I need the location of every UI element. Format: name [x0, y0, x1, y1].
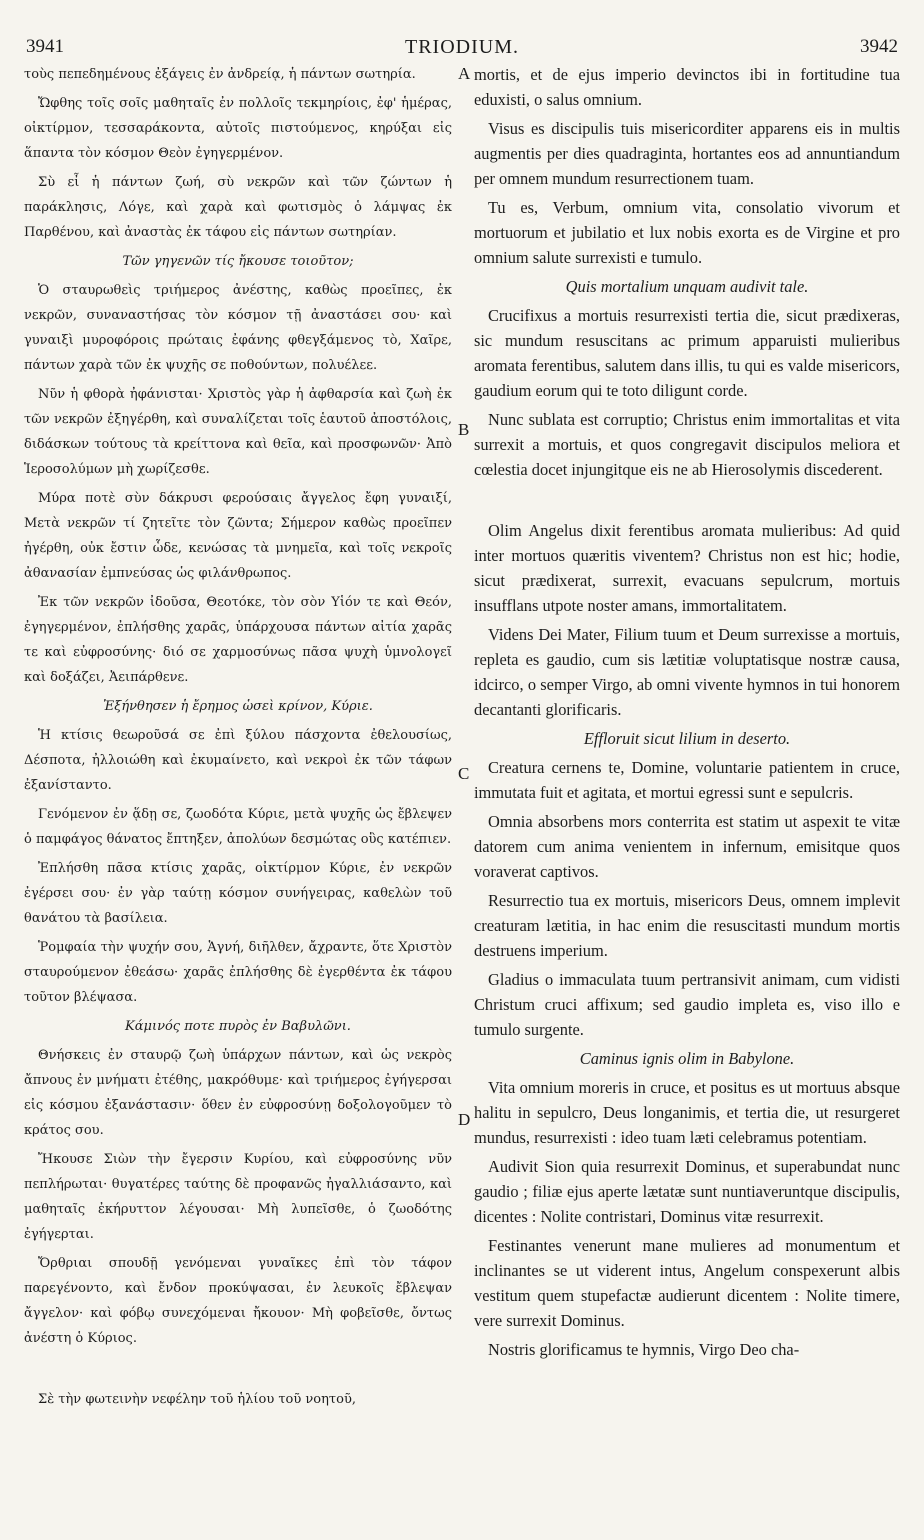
greek-paragraph: Ἤκουσε Σιὼν τὴν ἔγερσιν Κυρίου, καὶ εὐφροσύνης νῦν πεπλήρωται· θυγατέρες ταύτης δὲ προφανῶς ἠγαλλιάσαντο, καὶ μαθηταῖς ἐκήρυττον λέγουσαι· Μὴ λυπεῖσθε, ὁ ζωοδότης ἐγήγερται. — [24, 1152, 452, 1242]
margin-marker-b: B — [458, 420, 470, 439]
greek-paragraph: Σὲ τὴν φωτεινὴν νεφέλην τοῦ ἡλίου τοῦ νοητοῦ, — [38, 1392, 356, 1407]
greek-heading: Κάμινός ποτε πυρὸς ἐν Βαβυλῶνι. — [125, 1019, 351, 1034]
latin-paragraph: Vita omnium moreris in cruce, et positus es ut mortuus absque halitu in sepulcro, Deus longanimis, et tertia die, ut resurgeret mundus, resurrexisti : ideo tuam læti celebramus potentiam. — [474, 1078, 900, 1147]
margin-marker-c: C — [458, 764, 470, 783]
latin-paragraph: Nunc sublata est corruptio; Christus enim immortalitas et vita surrexit a mortuis, et quos congregavit discipulos meliora et cœlestia docet injungitque eis ne ab Hierosolymis discederent. — [474, 410, 900, 479]
greek-column — [24, 62, 452, 1520]
greek-paragraph: Ὁ σταυρωθεὶς τριήμερος ἀνέστης, καθὼς προεῖπες, ἐκ νεκρῶν, συναναστήσας τὸν κόσμον τῇ ἀναστάσει σου· καὶ γυναιξὶ μυροφόροις πρώταις ἐφάνης φθεγξάμενος τὸ, Χαῖρε, πάντων χαρὰ τῶν ἐκ ψυχῆς σε ποθούντων, πολυέλεε. — [24, 283, 452, 373]
greek-paragraph: Γενόμενον ἐν ᾅδῃ σε, ζωοδότα Κύριε, μετὰ ψυχῆς ὡς ἔβλεψεν ὁ παμφάγος θάνατος ἔπτηξεν, ἀπολύων δεσμώτας οὓς κατέπιεν. — [24, 807, 452, 847]
latin-paragraph: Crucifixus a mortuis resurrexisti tertia die, sicut prædixeras, sic mundum resuscitans ac primum apparuisti mulieribus aromata ferentibus, salutem dans illis, tu qui es valde misericors, gaudium eorum qui te toto diligunt corde. — [474, 306, 900, 400]
latin-paragraph: Tu es, Verbum, omnium vita, consolatio vivorum et mortuorum et jubilatio et lux nobis exorta es de Virgine et pro omnium salute surrexisti e tumulo. — [474, 198, 900, 267]
page-header — [26, 34, 898, 64]
greek-paragraph: Ὄρθριαι σπουδῇ γενόμεναι γυναῖκες ἐπὶ τὸν τάφον παρεγένοντο, καὶ ἔνδον προκύψασαι, ἐν λευκοῖς ἔβλεψαν ἄγγελον· καὶ φόβῳ συνεχόμεναι ἤκουον· Μὴ φοβεῖσθε, ὄντως ἀνέστη ὁ Κύριος. — [24, 1256, 452, 1346]
latin-paragraph: Creatura cernens te, Domine, voluntarie patientem in cruce, immutata fuit et agitata, et mortui egressi sunt e sepulcris. — [474, 758, 900, 802]
greek-paragraph: Νῦν ἡ φθορὰ ἠφάνισται· Χριστὸς γὰρ ἡ ἀφθαρσία καὶ ζωὴ ἐκ τῶν νεκρῶν ἐξηγέρθη, καὶ συναλίζεται τοῖς ἑαυτοῦ ἀποστόλοις, διδάσκων τούτους τὰ κρείττονα καὶ θεῖα, καὶ προσφωνῶν· Ἀπὸ Ἱεροσολύμων μὴ χωρίζεσθε. — [24, 387, 452, 477]
greek-paragraph: Σὺ εἶ ἡ πάντων ζωή, σὺ νεκρῶν καὶ τῶν ζώντων ἡ παράκλησις, Λόγε, καὶ χαρὰ καὶ φωτισμὸς ὁ λάμψας ἐκ Παρθένου, καὶ ἀναστὰς ἐκ τάφου εἰς πάντων σωτηρίαν. — [24, 175, 452, 240]
page-number-right: 3942 — [860, 36, 898, 57]
latin-heading: Caminus ignis olim in Babylone. — [579, 1049, 795, 1068]
margin-marker-a: A — [458, 64, 471, 83]
margin-marker-d: D — [458, 1110, 471, 1129]
greek-heading: Ἐξήνθησεν ἡ ἔρημος ὡσεὶ κρίνον, Κύριε. — [103, 699, 373, 714]
greek-paragraph: τοὺς πεπεδημένους ἐξάγεις ἐν ἀνδρείᾳ, ἡ πάντων σωτηρία. — [24, 67, 416, 82]
greek-paragraph: Ῥομφαία τὴν ψυχήν σου, Ἁγνή, διῆλθεν, ἄχραντε, ὅτε Χριστὸν σταυρούμενον ἐθεάσω· χαρᾶς ἐπλήσθης δὲ ἐγερθέντα ἐκ τάφου τοῦτον βλέψασα. — [24, 940, 452, 1005]
latin-paragraph: Festinantes venerunt mane mulieres ad monumentum et inclinantes se ut viderent intus, Angelum conspexerunt albis vestitum quem stupefactæ audierunt dicentem : Nolite timere, vere surrexit Dominus. — [474, 1236, 900, 1330]
latin-column — [474, 62, 900, 1520]
greek-paragraph: Ἐπλήσθη πᾶσα κτίσις χαρᾶς, οἰκτίρμον Κύριε, ἐν νεκρῶν ἐγέρσει σου· ἐν γὰρ ταύτῃ κόσμον συνήγειρας, καθελὼν τοῦ θανάτου τὰ βασίλεια. — [24, 861, 452, 926]
latin-paragraph: Nostris glorificamus te hymnis, Virgo Deo cha- — [488, 1340, 800, 1359]
page-number-left: 3941 — [26, 36, 64, 57]
latin-paragraph: Omnia absorbens mors conterrita est statim ut aspexit te vitæ datorem cum anima venientem in infernum, emisitque quos voraverat captivos. — [474, 812, 900, 881]
running-title: TRIODIUM. — [405, 36, 519, 58]
greek-paragraph: Θνήσκεις ἐν σταυρῷ ζωὴ ὑπάρχων πάντων, καὶ ὡς νεκρὸς ἄπνους ἐν μνήματι ἐτέθης, μακρόθυμε· καὶ τριήμερος ἐγήγερσαι εἰς κόσμου ἐξανάστασιν· ὅθεν ἐν εὐφροσύνῃ δοξολογοῦμεν τὸ κράτος σου. — [24, 1048, 452, 1138]
latin-paragraph: Visus es discipulis tuis misericorditer apparens eis in multis augmentis per dies quadraginta, hortantes eos ad annuntiandum per omnem mundum resurrectionem tuam. — [474, 119, 900, 188]
greek-paragraph: Μύρα ποτὲ σὺν δάκρυσι φερούσαις ἄγγελος ἔφη γυναιξί, Μετὰ νεκρῶν τί ζητεῖτε τὸν ζῶντα; Σήμερον καθὼς προεῖπεν ἠγέρθη, οὐκ ἔστιν ὧδε, κενώσας τὰ μνημεῖα, καὶ τοῖς νεκροῖς ἀθανασίαν ἐμπνεύσας ὡς φιλάνθρωπος. — [24, 491, 452, 581]
latin-paragraph: Gladius o immaculata tuum pertransivit animam, cum vidisti Christum cruci affixum; sed gaudio impleta es, viso illo e tumulo surgente. — [474, 970, 900, 1039]
greek-heading: Τῶν γηγενῶν τίς ἤκουσε τοιοῦτον; — [122, 254, 354, 269]
latin-paragraph: Audivit Sion quia resurrexit Dominus, et superabundat nunc gaudio ; filiæ ejus aperte lætatæ sunt nuntiaveruntque discipulis, dicentes : Nolite contristari, Dominus vitæ resurrexit. — [474, 1157, 900, 1226]
greek-paragraph: Ἐκ τῶν νεκρῶν ἰδοῦσα, Θεοτόκε, τὸν σὸν Υἱόν τε καὶ Θεόν, ἐγηγερμένον, ἐπλήσθης χαρᾶς, ὑπάρχουσα πάντων αἰτία χαρᾶς τε καὶ εὐφροσύνης· διό σε χαρμοσύνως πᾶσα ψυχὴ ὑμνολογεῖ καὶ δοξάζει, Ἀειπάρθενε. — [24, 595, 452, 685]
latin-paragraph: Resurrectio tua ex mortuis, misericors Deus, omnem implevit creaturam lætitia, in hac enim die resuscitasti mundum mortis destruens imperium. — [474, 891, 900, 960]
greek-paragraph: Ὤφθης τοῖς σοῖς μαθηταῖς ἐν πολλοῖς τεκμηρίοις, ἐφ' ἡμέρας, οἰκτίρμον, τεσσαράκοντα, αὐτοῖς πιστούμενος, κηρύξαι εἰς ἅπαντα τὸν κόσμον Θεὸν ἐγηγερμένον. — [24, 96, 452, 161]
latin-paragraph: Videns Dei Mater, Filium tuum et Deum surrexisse a mortuis, repleta es gaudio, cum sis lætitiæ voluptatisque nostræ causa, idcirco, o semper Virgo, ab omni vivente hymnos in tui honorem decantanti glorificaris. — [474, 625, 900, 719]
greek-paragraph: Ἡ κτίσις θεωροῦσά σε ἐπὶ ξύλου πάσχοντα ἐθελουσίως, Δέσποτα, ἠλλοιώθη καὶ ἐκυμαίνετο, καὶ νεκροὶ ἐκ τῶν τάφων ἐξανίσταντο. — [24, 728, 452, 793]
latin-heading: Quis mortalium unquam audivit tale. — [565, 277, 809, 296]
latin-paragraph: mortis, et de ejus imperio devinctos ibi in fortitudine tua eduxisti, o salus omnium. — [474, 65, 900, 109]
latin-heading: Effloruit sicut lilium in deserto. — [583, 729, 791, 748]
latin-paragraph: Olim Angelus dixit ferentibus aromata mulieribus: Ad quid inter mortuos quæritis viventem? Christus non est hic; hodie, sicut prædixerat, surrexit, evacuans sepulcrum, mortuis insufflans utpote noster amans, immortalitatem. — [474, 521, 900, 615]
